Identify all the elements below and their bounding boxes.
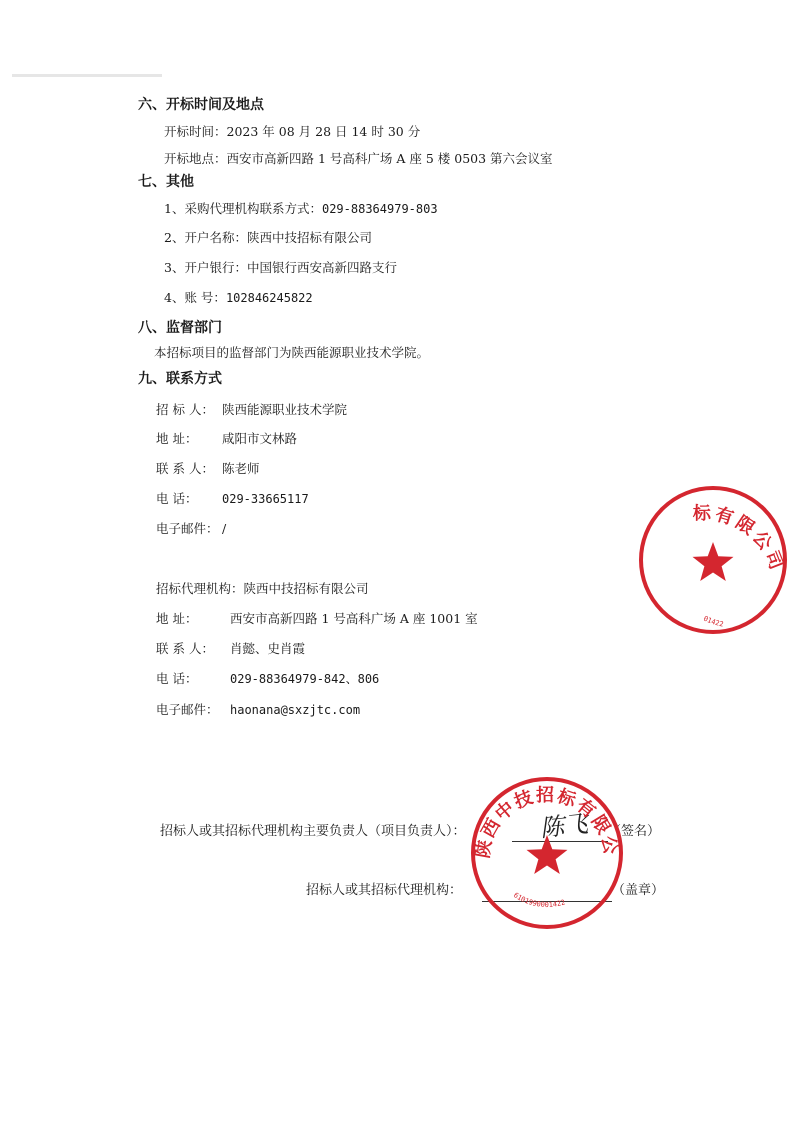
other-item-value: 陕西中技招标有限公司 [246,230,372,245]
other-item-value: 102846245822 [225,291,313,305]
scan-artifact [12,74,162,77]
agency-contact-value: 肖懿、史肖霞 [230,641,306,656]
agency-email-label: 电子邮件： [156,702,219,717]
tenderer-email [156,521,226,537]
other-item [164,201,438,217]
seal-star-icon [693,542,734,581]
section-9-heading: 九、联系方式 [138,371,222,387]
opening-time [164,124,420,140]
signature-head-label: 招标人或其招标代理机构主要负责人（项目负责人）： [160,824,466,839]
seal-org-name: 陕西中技招标有限公司 [457,757,622,860]
page-edge-seal [683,480,793,640]
agency-phone-value: 029-88364979-842、806 [230,672,380,686]
agency-email-value: haonana@sxzjtc.com [230,703,361,717]
seal-org-name-partial: 标有限公司 [692,503,788,576]
opening-place [164,151,553,167]
tenderer-phone [156,491,309,507]
tenderer-name-value: 陕西能源职业技术学院 [222,402,348,417]
agency-contact-label: 联 系 人： [156,641,214,656]
opening-time-label: 开标时间： [164,124,227,139]
agency-name-label: 招标代理机构： [156,581,244,596]
tenderer-contact-value: 陈老师 [222,461,260,476]
tenderer-name-label: 招 标 人： [156,402,214,417]
agency-phone-label: 电 话： [156,671,198,686]
tenderer-name [156,402,347,418]
tenderer-address-value: 咸阳市文林路 [222,431,298,446]
tenderer-address-label: 地 址： [156,431,198,446]
other-item-value: 中国银行西安高新四路支行 [246,260,397,275]
agency-name-value: 陕西中技招标有限公司 [243,581,369,596]
supervision-text: 本招标项目的监督部门为陕西能源职业技术学院。 [154,345,430,360]
opening-place-label: 开标地点： [164,151,227,166]
opening-place-value: 西安市高新四路 1 号高科广场 A 座 5 楼 0503 第六会议室 [226,151,553,166]
handwritten-signature: 陈飞 [538,809,590,843]
company-seal [457,757,627,933]
tenderer-contact [156,461,260,477]
opening-time-value: 2023 年 08 月 28 日 14 时 30 分 [226,124,421,139]
agency-phone [156,671,379,687]
other-item-value: 029-88364979-803 [321,202,438,216]
section-8-heading: 八、监督部门 [138,320,222,336]
seal-star-icon [527,835,568,874]
tenderer-phone-label: 电 话： [156,491,198,506]
tenderer-phone-value: 029-33665117 [222,492,309,506]
other-item-label: 2、开户名称： [164,230,247,245]
signature-org-suffix: （盖章） [612,883,665,898]
agency-address [156,611,478,627]
signature-head-suffix: （签名） [608,824,661,839]
seal-code: 6101990001422 [512,891,567,910]
agency-address-value: 西安市高新四路 1 号高科广场 A 座 1001 室 [230,611,478,626]
tenderer-address [156,431,297,447]
agency-address-label: 地 址： [156,611,198,626]
other-item-label: 3、开户银行： [164,260,247,275]
agency-contact [156,641,305,657]
tenderer-contact-label: 联 系 人： [156,461,214,476]
section-6-heading: 六、开标时间及地点 [138,97,264,113]
other-item-label: 1、采购代理机构联系方式： [164,201,322,216]
seal-code-partial: 01422 [702,614,725,629]
other-item [164,290,313,306]
agency-name [156,581,369,597]
tenderer-email-value: / [222,521,227,536]
other-item-label: 4、账 号： [164,290,226,305]
agency-email [156,702,360,718]
tenderer-email-label: 电子邮件： [156,521,219,536]
other-item [164,260,397,276]
section-7-heading: 七、其他 [138,174,194,190]
other-item [164,230,372,246]
signature-org-label: 招标人或其招标代理机构： [306,883,463,898]
